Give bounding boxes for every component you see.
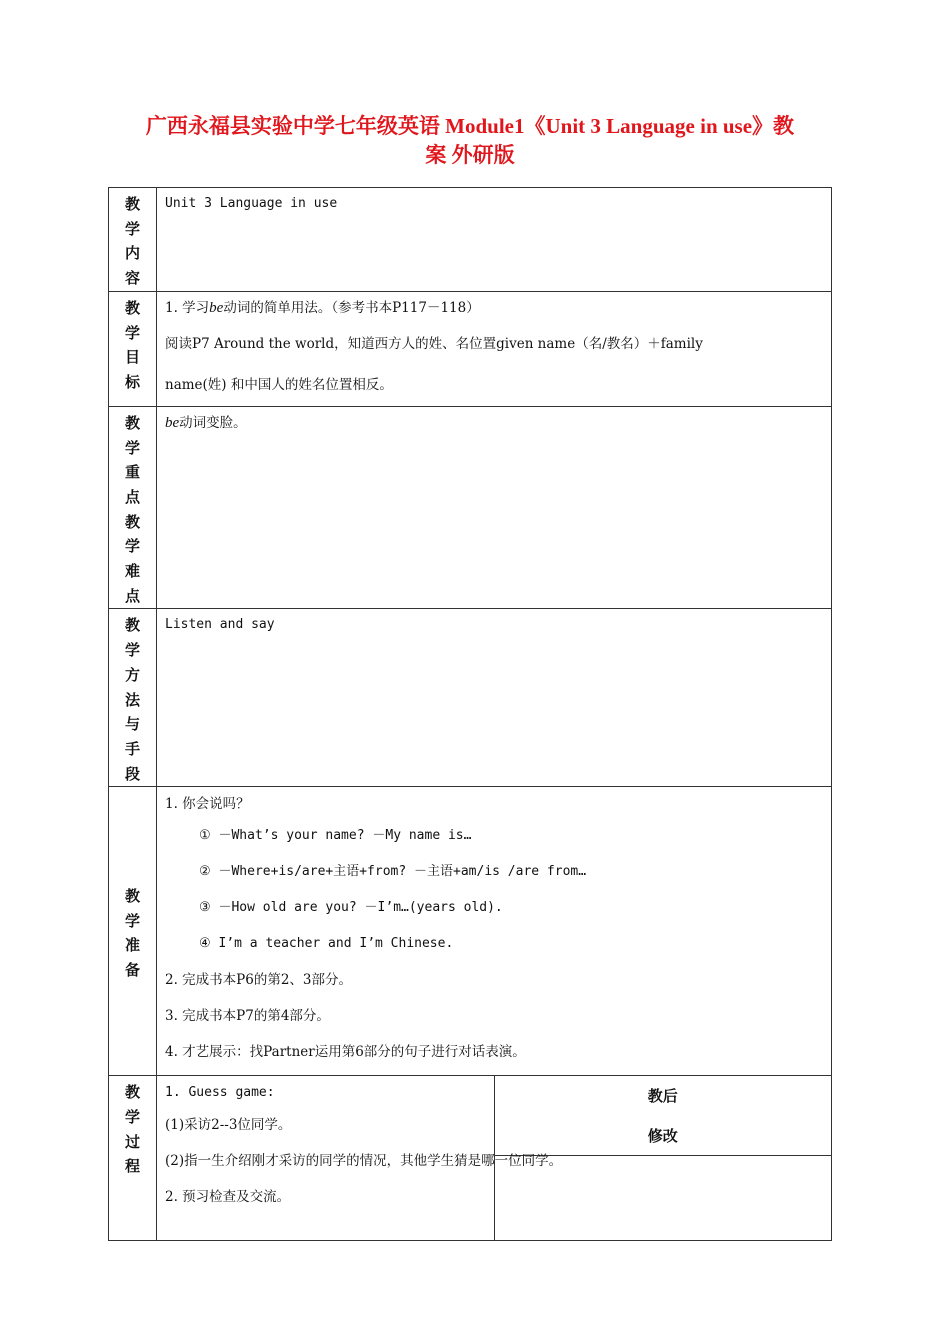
lesson-plan-table (108, 187, 832, 1241)
label-char: 教 (124, 1083, 140, 1102)
label-char: 学 (124, 1108, 140, 1127)
row-keypoints (109, 406, 832, 609)
label-char: 备 (124, 961, 140, 980)
be-word: be (209, 299, 224, 316)
label-char: 点 (124, 487, 140, 506)
process-cell (157, 1076, 563, 1241)
prep-cell (157, 787, 832, 1076)
prep-line: 4. 才艺展示：找Partner运用第6部分的句子进行对话表演。 (165, 1044, 526, 1061)
label-methods (109, 609, 157, 787)
revision-header (495, 1076, 832, 1156)
row-prep (109, 787, 832, 1076)
label-char: 程 (124, 1157, 140, 1176)
label-char: 方 (124, 665, 140, 684)
label-char: 教 (124, 616, 140, 635)
label-char: 容 (124, 269, 140, 288)
process-line: 2. 预习检查及交流。 (165, 1189, 291, 1206)
label-char: 点 (124, 586, 140, 605)
goal-line-2: 阅读P7 Around the world，知道西方人的姓、名位置given name（名/教名）＋family (165, 335, 703, 352)
label-goals (109, 291, 157, 406)
label-char: 重 (124, 463, 140, 482)
goal-suffix: 动词的简单用法。（参考书本P117－118） (223, 299, 480, 316)
label-char: 手 (124, 739, 140, 758)
label-char: 学 (124, 219, 140, 238)
label-keypoints (109, 406, 157, 609)
label-char: 与 (124, 715, 140, 734)
label-char: 难 (124, 562, 140, 581)
label-char: 教 (124, 886, 140, 905)
row-methods (109, 609, 832, 787)
keypoints-text (165, 410, 823, 436)
label-char: 内 (124, 244, 140, 263)
label-prep (109, 787, 157, 1076)
label-char: 标 (124, 372, 140, 391)
row-process (109, 1076, 832, 1241)
label-char: 学 (124, 641, 140, 660)
label-char: 学 (124, 438, 140, 457)
keypoints-desc: 动词变脸。 (179, 414, 247, 431)
label-char: 教 (124, 195, 140, 213)
prep-line: 1. 你会说吗？ (165, 796, 250, 813)
revision-label-1: 教后 (647, 1087, 678, 1106)
document-title (108, 112, 832, 170)
content-cell (157, 188, 832, 292)
label-char: 法 (124, 690, 140, 709)
title-line-2: 案 外研版 (425, 143, 515, 167)
process-line: 1. Guess game: (165, 1085, 275, 1101)
label-char: 教 (124, 413, 140, 432)
goals-cell (157, 291, 832, 406)
title-line-1: 广西永福县实验中学七年级英语 Module1《Unit 3 Language in use》教 (145, 114, 795, 138)
label-char: 段 (124, 764, 140, 783)
label-char: 准 (124, 936, 140, 955)
methods-text: Listen and say (165, 617, 275, 633)
prep-line: ② －Where+is/are+主语+from? －主语+am/is /are from… (199, 864, 587, 880)
label-char: 学 (124, 323, 140, 342)
prep-line: ① －What’s your name? －My name is… (199, 828, 472, 844)
goal-line-3: name(姓) 和中国人的姓名位置相反。 (165, 376, 393, 393)
label-char: 学 (124, 911, 140, 930)
prep-line: ④ I’m a teacher and I’m Chinese. (199, 936, 454, 952)
row-content (109, 188, 832, 292)
content-text: Unit 3 Language in use (165, 196, 338, 211)
label-char: 学 (124, 537, 140, 556)
label-char: 教 (124, 298, 140, 317)
goal-line-1 (165, 295, 823, 321)
row-goals (109, 291, 832, 406)
label-process (109, 1076, 157, 1241)
goal-prefix: 1. 学习 (165, 299, 210, 316)
label-content (109, 188, 157, 292)
prep-line: ③ －How old are you? －I’m…(years old). (199, 900, 503, 916)
revision-label-2: 修改 (647, 1127, 678, 1146)
process-line: (1)采访2--3位同学。 (165, 1117, 292, 1134)
label-char: 目 (124, 348, 140, 367)
process-line: (2)指一生介绍刚才采访的同学的情况，其他学生猜是哪一位同学。 (165, 1153, 563, 1170)
keypoints-cell (157, 406, 832, 609)
prep-line: 2. 完成书本P6的第2、3部分。 (165, 972, 353, 989)
methods-cell (157, 609, 832, 787)
prep-line: 3. 完成书本P7的第4部分。 (165, 1008, 330, 1025)
be-word: be (165, 414, 180, 431)
label-char: 教 (124, 512, 140, 531)
label-char: 过 (124, 1132, 140, 1151)
